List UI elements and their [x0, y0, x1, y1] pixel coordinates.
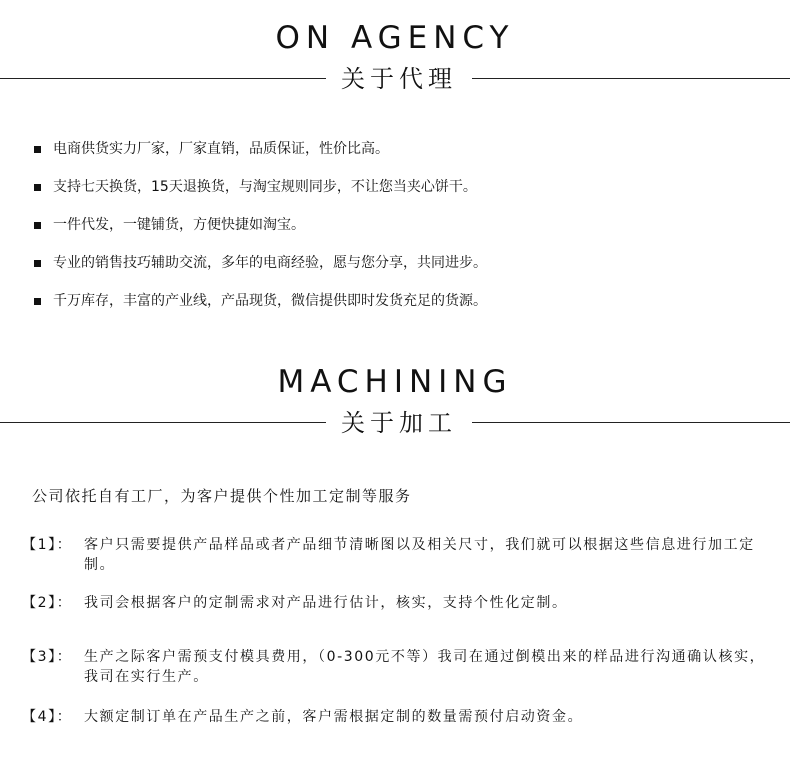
machining-divider: [0, 408, 790, 438]
list-item: [34, 175, 487, 213]
machining-step: [22, 593, 772, 613]
machining-title-cn: 关于加工: [341, 409, 457, 437]
agency-divider: [0, 64, 790, 94]
list-item: [34, 251, 487, 289]
step-text: 生产之际客户需预支付模具费用，（0-300元不等）我司在通过倒模出来的样品进行沟通确认核实，我司在实行生产。: [84, 649, 766, 685]
list-item-text: 专业的销售技巧辅助交流，多年的电商经验，愿与您分享，共同进步。: [53, 255, 487, 271]
step-number: 【3】：: [22, 649, 73, 665]
step-number: 【2】：: [22, 595, 73, 611]
list-item-text: 千万库存，丰富的产业线，产品现货，微信提供即时发货充足的货源。: [53, 293, 487, 309]
list-item-text: 电商供货实力厂家，厂家直销，品质保证，性价比高。: [53, 141, 389, 157]
list-item-text: 一件代发，一键铺货，方便快捷如淘宝。: [53, 217, 305, 233]
machining-step: [22, 707, 772, 727]
machining-step: [22, 535, 772, 575]
list-item-text: 支持七天换货，15天退换货，与淘宝规则同步，不让您当夹心饼干。: [53, 179, 477, 195]
list-item: [34, 289, 487, 327]
step-number: 【1】：: [22, 537, 73, 553]
agency-title-cn: 关于代理: [341, 65, 457, 93]
square-bullet-icon: [34, 146, 41, 153]
machining-title-en: MACHINING: [277, 364, 513, 400]
square-bullet-icon: [34, 222, 41, 229]
square-bullet-icon: [34, 260, 41, 267]
machining-intro: 公司依托自有工厂，为客户提供个性加工定制等服务: [32, 487, 412, 505]
list-item: [34, 137, 487, 175]
agency-title-en: ON AGENCY: [275, 20, 515, 56]
step-number: 【4】：: [22, 709, 73, 725]
divider-line-left: [0, 422, 326, 423]
divider-line-left: [0, 78, 326, 79]
step-text: 客户只需要提供产品样品或者产品细节清晰图以及相关尺寸，我们就可以根据这些信息进行加工定制。: [84, 537, 755, 573]
list-item: [34, 213, 487, 251]
square-bullet-icon: [34, 184, 41, 191]
divider-line-right: [472, 78, 790, 79]
machining-step: [22, 647, 772, 687]
step-text: 我司会根据客户的定制需求对产品进行估计，核实，支持个性化定制。: [84, 595, 568, 611]
divider-line-right: [472, 422, 790, 423]
step-text: 大额定制订单在产品生产之前，客户需根据定制的数量需预付启动资金。: [84, 709, 584, 725]
agency-benefit-list: [34, 137, 487, 327]
square-bullet-icon: [34, 298, 41, 305]
